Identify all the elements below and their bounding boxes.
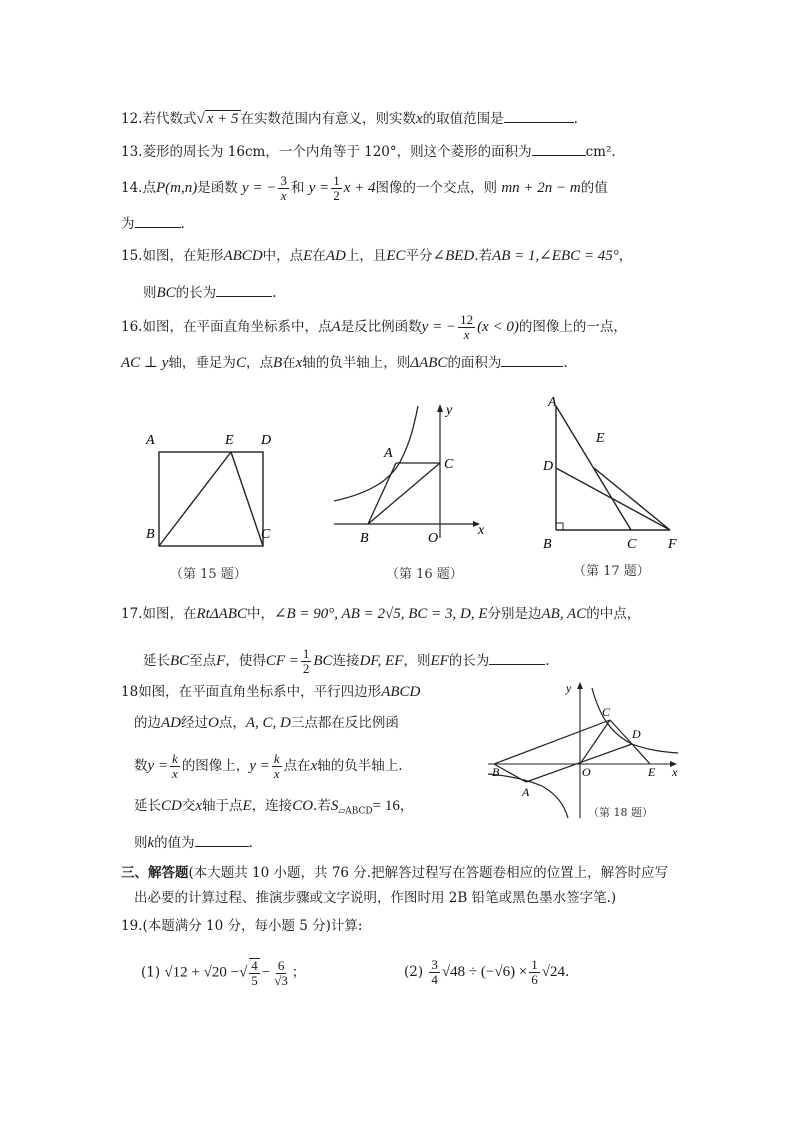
question-15: 15.如图，在矩形ABCD中，点E在AD上，且EC平分∠BED.若AB = 1,∠EBC = 45°， (121, 248, 633, 264)
label-d: D (543, 459, 554, 474)
label-b: B (360, 531, 369, 546)
question-13: 13.菱形的周长为 16cm，一个内角等于 120°，则这个菱形的面积为 cm². (121, 141, 616, 162)
label-y: y (566, 681, 572, 695)
caption-fig16: （第 16 题） (386, 567, 463, 582)
segment-ef (594, 468, 670, 530)
question-18-l2: 的边AD经过O点，A, C, D三点都在反比例函 (134, 715, 399, 731)
label-d: D (632, 727, 641, 741)
segment-ec (231, 452, 263, 546)
fraction: $\frac{12}{x}$ (460, 312, 474, 342)
figure-17 (534, 390, 684, 550)
fraction: $\frac{1}{6}$ (531, 957, 538, 987)
segment-ab (368, 463, 396, 524)
segment-bc (368, 463, 440, 524)
answer-blank-17[interactable] (489, 650, 545, 665)
question-17: 17.如图，在RtΔABC中，∠B = 90°, AB = 2√5, BC = 3, D, E分别是边AB, AC的中点， (121, 606, 641, 622)
label-y: y (446, 403, 453, 418)
label-a: A (384, 446, 393, 461)
question-14: 14.点P(m,n)是函数 y = − $\frac{3}{x}$ 和 y = $\frac{1}{2}$ x + 4图像的一个交点，则 mn + 2n − m的值 (121, 173, 608, 203)
caption-fig18: （第 18 题） (588, 806, 653, 819)
label-o: O (582, 765, 591, 779)
section-3-cont: 出必要的计算过程、推演步骤或文字说明，作图时用 2B 铅笔或黑色墨水签字笔.) (134, 890, 617, 906)
caption-fig17: （第 17 题） (573, 564, 650, 579)
figure-16 (330, 398, 490, 548)
label-b: B (492, 765, 500, 779)
answer-blank-18[interactable] (195, 832, 249, 847)
question-14-cont: 为 . (121, 213, 185, 234)
label-c: C (444, 457, 454, 472)
label-b: B (146, 527, 155, 542)
label-e: E (596, 431, 605, 446)
fraction: $\frac{1}{2}$ (302, 646, 310, 676)
fraction: $\frac{k}{x}$ (273, 751, 280, 781)
section-3-heading: 三、解答题(本大题共 10 小题，共 76 分.把解答过程写在答题卷相应的位置上，解答时应写 (121, 865, 669, 881)
label-c: C (261, 527, 271, 542)
caption-fig15: （第 15 题） (170, 567, 247, 582)
label-a: A (522, 785, 530, 799)
question-16-cont: AC ⊥ y轴，垂足为C，点B在x轴的负半轴上，则ΔABC的面积为 . (121, 352, 568, 373)
question-16: 16.如图，在平面直角坐标系中，点A是反比例函数y = − $\frac{12}{x}$ (x < 0)的图像上的一点， (121, 312, 627, 342)
question-19: 19.(本题满分 10 分，每小题 5 分)计算: (121, 918, 363, 934)
label-x: x (478, 523, 485, 538)
label-c: C (602, 705, 611, 719)
fraction: $\frac{1}{2}$ (333, 173, 340, 203)
fraction: $\frac{3}{x}$ (280, 173, 287, 203)
fraction: $\frac{6}{√3}$ (274, 957, 288, 988)
label-f: F (668, 537, 677, 550)
hyperbola-curve (334, 406, 418, 501)
label-a: A (548, 395, 557, 410)
fraction: $\frac{k}{x}$ (172, 751, 178, 781)
question-15-cont: 则BC的长为 . (143, 282, 276, 303)
figure-15 (140, 425, 310, 585)
label-e: E (225, 433, 234, 448)
question-17-cont: 延长BC至点F，使得CF = $\frac{1}{2}$ BC连接DF, EF，则EF的长为 . (143, 646, 550, 676)
segment-ac (556, 406, 631, 530)
label-a: A (146, 433, 155, 448)
question-18-l3: 数y = $\frac{k}{x}$ 的图像上，y = $\frac{k}{x}$ 点在x轴的负半轴上. (134, 751, 403, 781)
question-19-part1: (1) √12 + √20 −√ $\frac{4}{5}$ − $\frac{6}{√3}$ ； (141, 957, 306, 988)
label-x: x (672, 765, 678, 779)
right-angle-mark (556, 523, 563, 530)
fraction: $\frac{4}{5}$ (251, 958, 258, 988)
figure-18 (482, 678, 692, 823)
answer-blank-15[interactable] (216, 282, 272, 297)
label-e: E (648, 765, 656, 779)
question-18-l5: 则k的值为 . (134, 832, 253, 853)
question-18: 18如图，在平面直角坐标系中，平行四边形ABCD (121, 684, 421, 700)
segment-bc (494, 720, 610, 764)
sqrt-expression: √ x + 5 (196, 111, 239, 127)
label-c: C (627, 537, 637, 550)
answer-blank-14[interactable] (135, 213, 181, 228)
answer-blank-16[interactable] (501, 352, 563, 367)
answer-blank-13[interactable] (532, 141, 586, 156)
fraction: $\frac{3}{4}$ (431, 957, 438, 987)
segment-cd (610, 720, 632, 744)
segment-ad (526, 744, 632, 782)
label-o: O (428, 531, 439, 546)
label-b: B (543, 537, 552, 550)
answer-blank-12[interactable] (504, 108, 574, 123)
label-d: D (261, 433, 272, 448)
question-19-part2: (2) $\frac{3}{4}$ √48 ÷ (−√6) × $\frac{1}{6}$ √24. (404, 957, 570, 987)
hyperbola-branch-1 (592, 688, 678, 753)
question-12: 12.若代数式√ x + 5 在实数范围内有意义，则实数x的取值范围是 . (121, 108, 578, 129)
segment-df (556, 468, 670, 530)
segment-be (159, 452, 231, 546)
question-18-l4: 延长CD交x轴于点E，连接CO.若$S_{▱ABCD}= 16$， (134, 798, 414, 817)
